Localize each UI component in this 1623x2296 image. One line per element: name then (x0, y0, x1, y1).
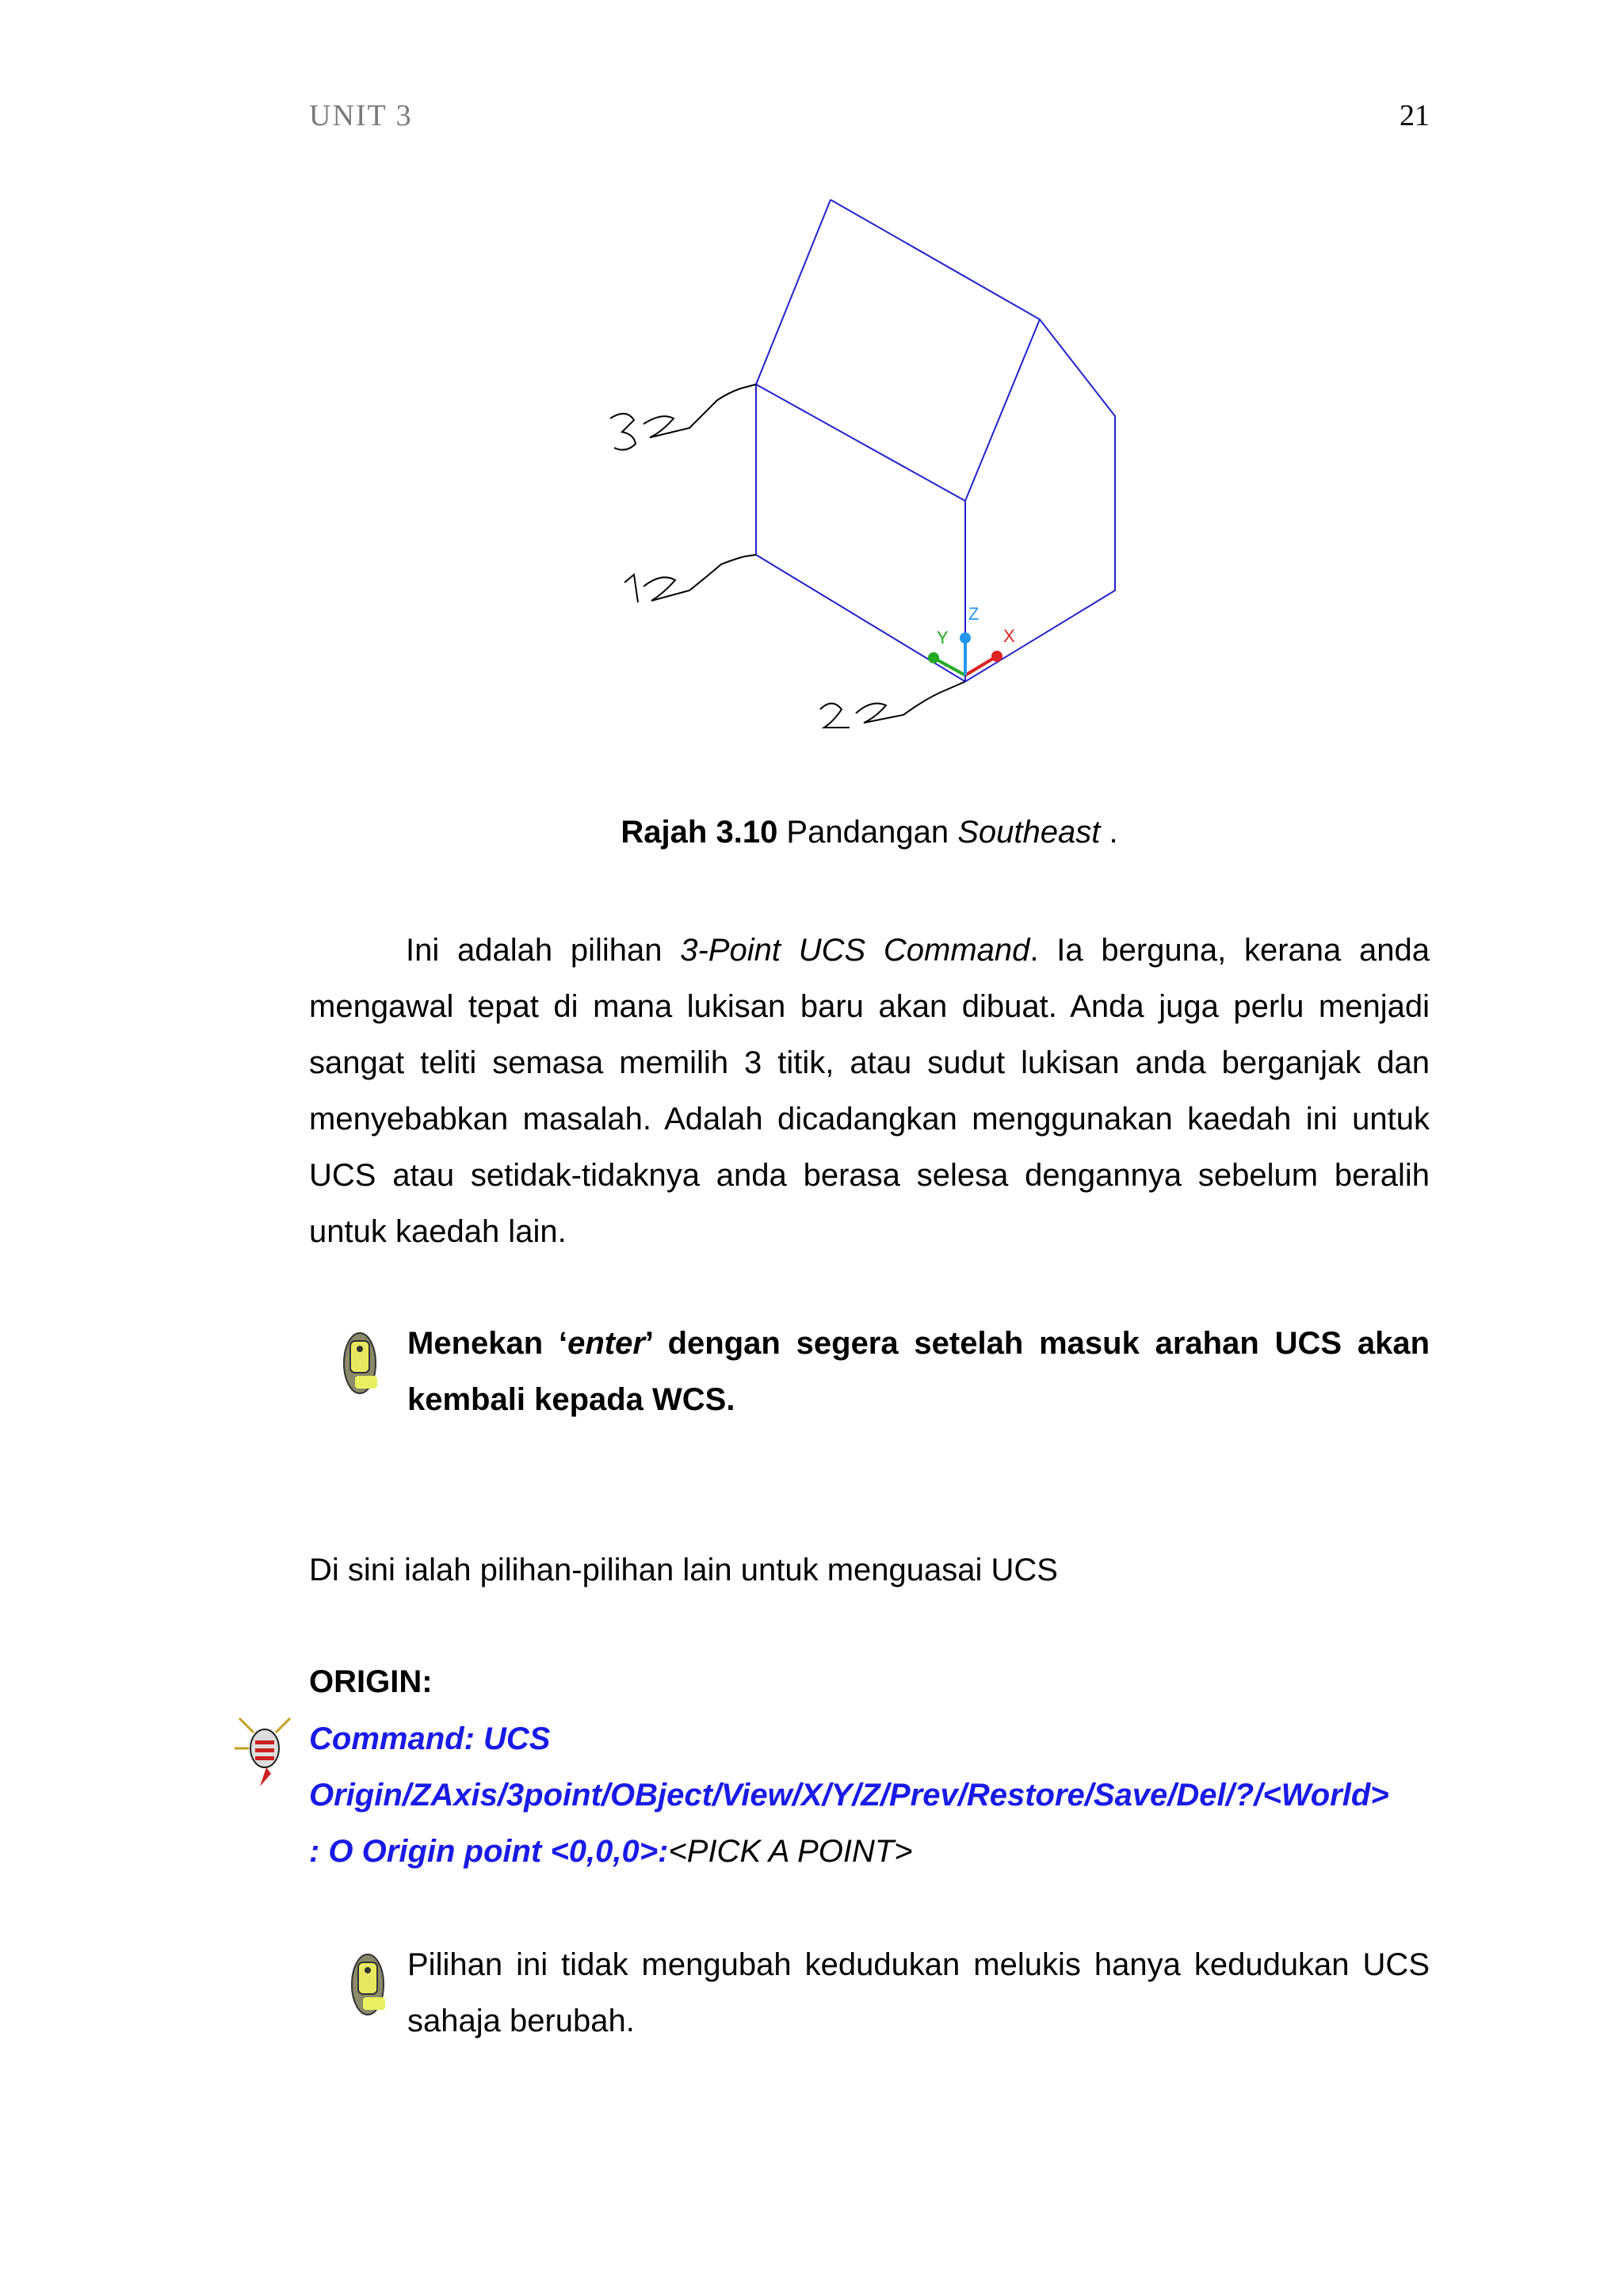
caption-label: Rajah 3.10 (621, 815, 778, 850)
origin-command-line-1 (309, 1721, 550, 1757)
x-axis-label: X (1003, 626, 1015, 646)
origin-point-prompt: : O Origin point <0,0,0>: (309, 1834, 669, 1869)
note1-start: Menekan ‘ (407, 1326, 568, 1361)
command-prefix: Command: (309, 1721, 483, 1756)
y-axis-label: Y (937, 628, 949, 648)
note-hand-icon (346, 1946, 395, 2018)
command-ucs: UCS (483, 1721, 551, 1756)
bug-tip-icon (231, 1710, 298, 1790)
paragraph1-command: 3-Point UCS Command (680, 933, 1030, 968)
caption-view: Southeast (957, 815, 1101, 850)
paragraph-other-options: Di sini ialah pilihan-pilihan lain untuk menguasai UCS (309, 1553, 1058, 1587)
unit-label: UNIT 3 (309, 99, 413, 132)
ucs-axis-icon (928, 604, 1015, 675)
page-header (309, 98, 1430, 138)
pick-point-action: <PICK A POINT> (668, 1834, 913, 1869)
paragraph1-rest: . Ia berguna, kerana anda mengawal tepat di mana lukisan baru akan dibuat. Anda juga perlu menjadi sangat teliti semasa memilih 3 titik, atau sudut lukisan anda berganjak dan menyebabkan masalah. Adalah dicadangkan menggunakan kaedah ini untuk UCS atau setidak-tidaknya anda berasa selesa dengannya sebelum beralih untuk kaedah lain. (309, 933, 1430, 1249)
paragraph-3point-ucs (309, 923, 1430, 1260)
caption-text: Pandangan (777, 815, 958, 850)
note-enter-wcs (407, 1316, 1430, 1428)
paragraph1-start: Ini adalah pilihan (406, 933, 681, 968)
note-origin-info: Pilihan ini tidak mengubah kedudukan melukis hanya kedudukan UCS sahaja berubah. (407, 1947, 1430, 2038)
origin-heading: ORIGIN: (309, 1664, 433, 1699)
southeast-view-figure (602, 190, 1141, 745)
z-axis-label: Z (968, 604, 980, 624)
caption-end: . (1100, 815, 1118, 850)
page-number: 21 (1400, 99, 1430, 132)
origin-command-line-3 (309, 1834, 913, 1870)
note1-key: enter (567, 1326, 645, 1361)
note1-rest: ’ dengan segera setelah masuk arahan UCS akan kembali kepada WCS. (407, 1326, 1430, 1417)
origin-command-line-2: Origin/ZAxis/3point/OBject/View/X/Y/Z/Prev/Restore/Save/Del/?/<World> (309, 1778, 1389, 1813)
handwritten-annotations (610, 384, 965, 728)
house-wireframe (756, 200, 1115, 682)
figure-caption (309, 815, 1430, 850)
note-hand-icon (338, 1325, 387, 1396)
